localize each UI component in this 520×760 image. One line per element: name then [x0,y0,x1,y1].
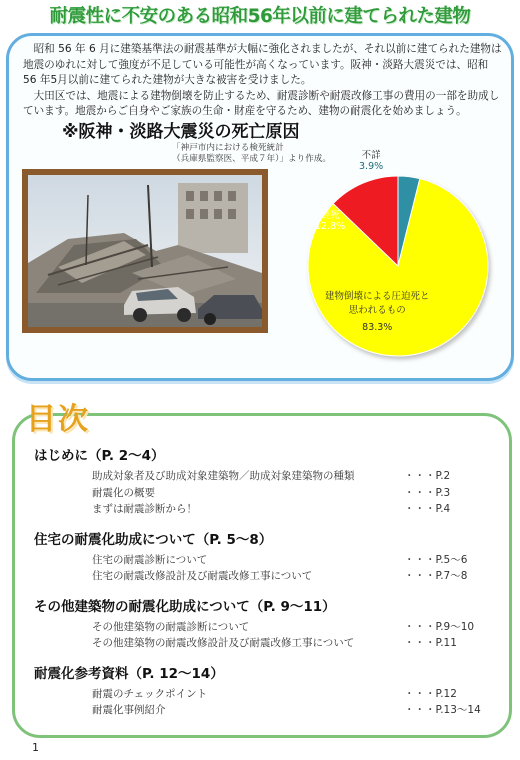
toc-section [34,530,504,585]
source-line: （兵庫県監察医、平成７年）」より作成。 [172,154,331,164]
death-causes-pie-chart [291,141,501,367]
toc-section-title[interactable]: その他建築物の耐震化助成について（P. 9～11） [34,598,336,615]
toc-section [34,597,504,652]
intro-paragraph: 大田区では、地震による建物倒壊を防止するため、耐震診断や耐震改修工事の費用の一部を助成しています。地震からご自身やご家族の生命・財産を守るため、建物の耐震化を始めましょう。 [23,89,500,117]
pie-chart-svg [291,141,501,367]
toc-item-label: 耐震化の概要 [92,486,155,499]
toc-item-label: 住宅の耐震診断について [92,553,208,566]
toc-sections [34,446,504,731]
toc-item-label: その他建築物の耐震改修設計及び耐震改修工事について [92,637,355,649]
toc-heading: 目次 [26,402,90,437]
toc-item-page: ・・・P.3 [404,486,451,499]
pie-label-unknown-name: 不詳 [361,150,381,161]
toc-item-label: まずは耐震診断から！ [92,503,197,515]
toc-item[interactable] [34,552,504,569]
pie-label-collapse-value: 83.3% [362,322,393,333]
toc-item-page: ・・・P.11 [404,637,457,649]
pie-label-unknown [359,147,383,172]
toc-item-page: ・・・P.2 [404,470,451,482]
toc-item-page: ・・・P.9～10 [404,620,475,633]
toc-item-page: ・・・P.7～8 [404,570,468,582]
intro-text [23,42,505,120]
pie-label-fire-value: 12.8% [315,221,346,232]
page-number: 1 [32,741,39,754]
source-line: 「神戸市内における検死統計 [172,143,284,153]
toc-item-page: ・・・P.12 [404,687,457,700]
toc-item-label: その他建築物の耐震診断について [92,620,250,633]
pie-label-collapse-line2: 思われるもの [348,305,406,316]
toc-item-page: ・・・P.13～14 [404,704,481,716]
toc-item[interactable] [34,485,504,502]
toc-section [34,664,504,719]
toc-section [34,446,504,518]
toc-item-label: 耐震のチェックポイント [92,687,208,700]
pie-label-unknown-value: 3.9% [359,161,384,172]
collapsed-building-photo [22,169,268,333]
pie-label-fire-name: 焼死 [320,210,340,221]
toc-item-page: ・・・P.5～6 [404,553,468,566]
pie-label-collapse-line1: 建物倒壊による圧迫死と [325,291,430,302]
collapsed-building-illustration [28,175,262,327]
toc-section-title[interactable]: 住宅の耐震化助成について（P. 5～8） [34,531,273,548]
toc-item-label: 耐震化事例紹介 [92,704,166,716]
pie-label-fire [315,207,345,232]
toc-item[interactable] [34,619,504,636]
toc-item[interactable] [34,686,504,703]
toc-item-page: ・・・P.4 [404,503,451,515]
toc-item-label: 助成対象者及び助成対象建築物／助成対象建築物の種類 [92,470,355,482]
page-headline: 耐震性に不安のある昭和56年以前に建てられた建物 [49,6,471,27]
toc-item[interactable] [34,702,504,719]
toc-section-title[interactable]: 耐震化参考資料（P. 12～14） [34,665,224,682]
toc-item[interactable] [34,501,504,518]
toc-item[interactable] [34,635,504,652]
toc-item[interactable] [34,468,504,485]
intro-paragraph: 昭和 56 年 6 月に建築基準法の耐震基準が大幅に強化されましたが、それ以前に建てられた建物は地震のゆれに対して強度が不足している可能性が高くなっています。阪神・淡路大震災では、昭和 56 年5月以前に建てられた建物が大きな被害を受けました。 [23,43,502,86]
toc-item-label: 住宅の耐震改修設計及び耐震改修工事について [92,570,313,582]
toc-section-title[interactable]: はじめに（P. 2～4） [34,448,165,464]
deaths-figure-title: ※阪神・淡路大震災の死亡原因 [62,122,300,142]
pie-label-collapse [325,288,430,333]
toc-item[interactable] [34,568,504,585]
